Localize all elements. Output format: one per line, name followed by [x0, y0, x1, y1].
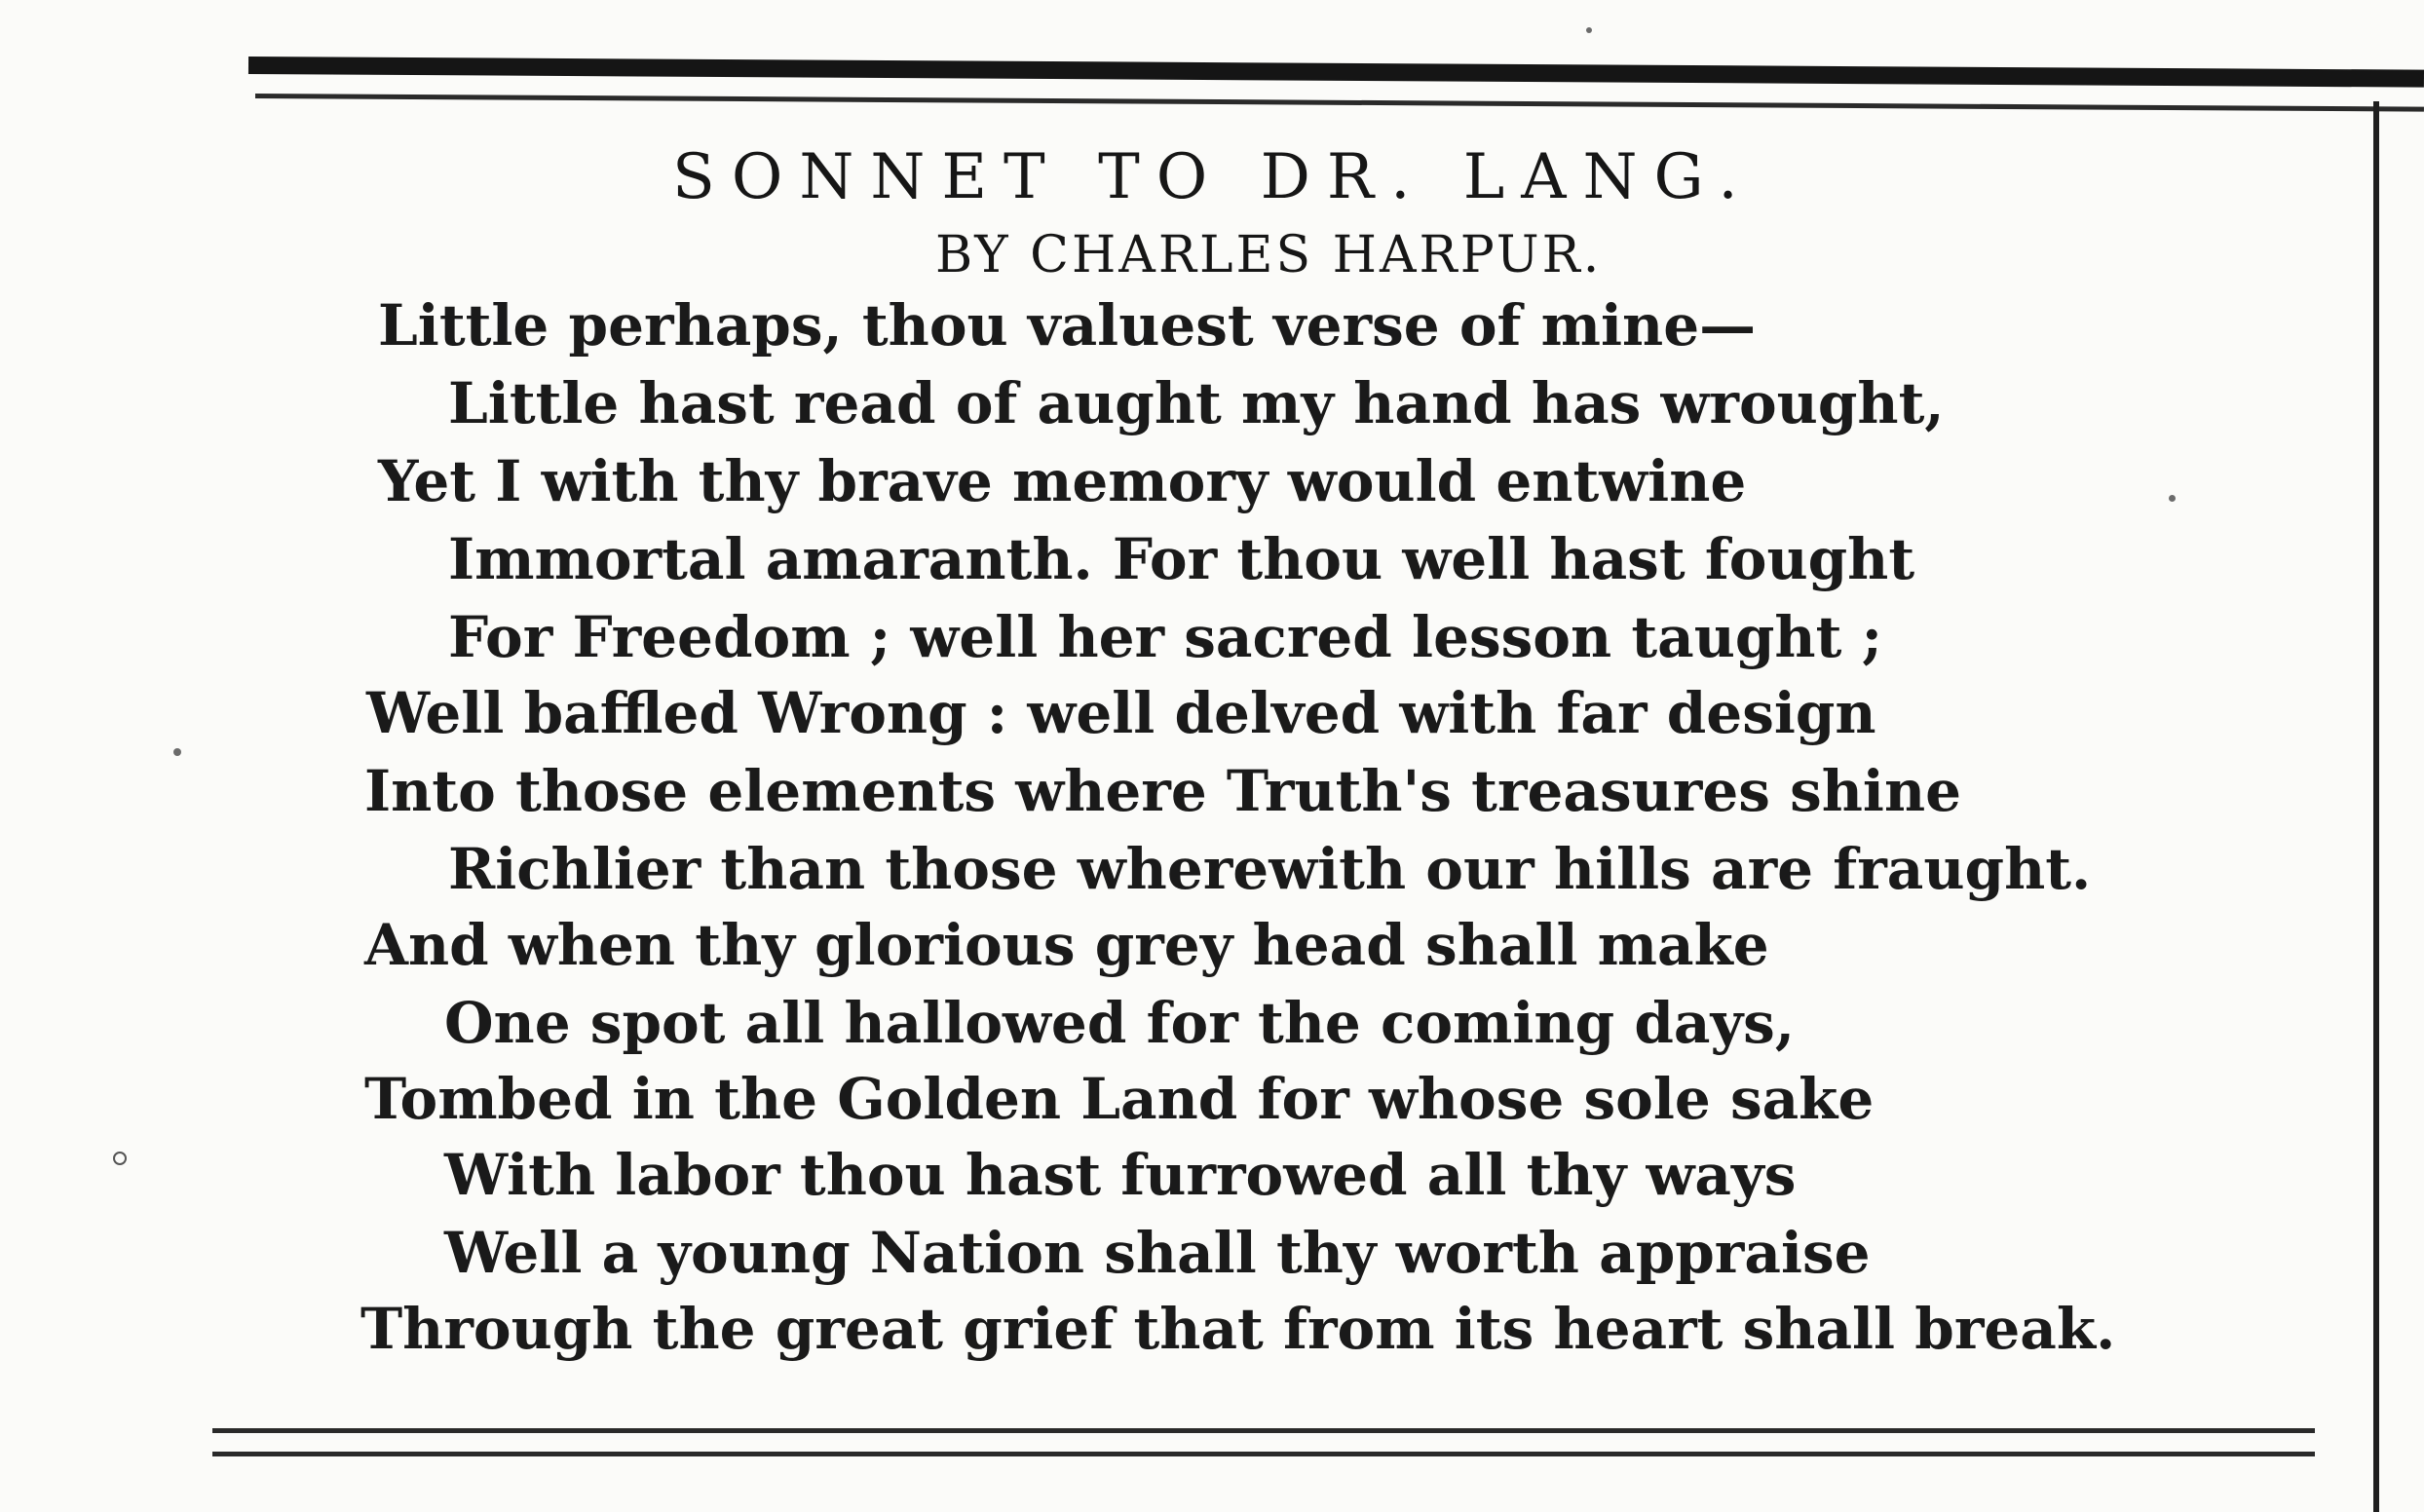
poem-byline: BY CHARLES HARPUR.: [935, 226, 1603, 284]
poem-title: SONNET TO DR. LANG.: [672, 141, 1755, 213]
poem-line: Little perhaps, thou valuest verse of mine—: [378, 292, 1757, 359]
poem-line: Well baffled Wrong : well delved with far design: [366, 680, 1876, 746]
poem-line: Richlier than those wherewith our hills are fraught.: [448, 836, 2092, 902]
poem-line: Yet I with thy brave memory would entwine: [378, 448, 1747, 514]
bottom-rule-lower: [212, 1452, 2315, 1456]
poem-line: With labor thou hast furrowed all thy ways: [444, 1142, 1797, 1208]
poem-line: For Freedom ; well her sacred lesson taught ;: [448, 604, 1882, 670]
poem-line: Into those elements where Truth's treasures shine: [364, 758, 1962, 824]
poem-line: Through the great grief that from its heart shall break.: [360, 1296, 2116, 1362]
poem-line: Well a young Nation shall thy worth appraise: [444, 1220, 1871, 1286]
bottom-rule-upper: [212, 1428, 2315, 1433]
column-rule: [2373, 101, 2379, 1512]
poem-line: Immortal amaranth. For thou well hast fought: [448, 526, 1915, 592]
poem-line: Tombed in the Golden Land for whose sole sake: [364, 1066, 1875, 1132]
poem-line: One spot all hallowed for the coming days,: [444, 990, 1796, 1056]
poem-line: And when thy glorious grey head shall make: [364, 912, 1769, 978]
poem-line: Little hast read of aught my hand has wrought,: [448, 370, 1945, 436]
